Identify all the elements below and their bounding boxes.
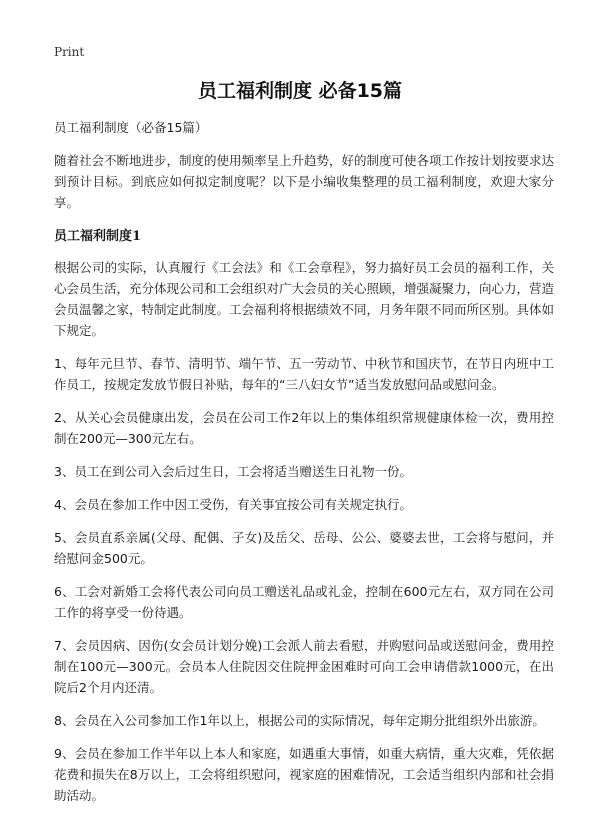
list-item: 8、会员在入公司参加工作1年以上，根据公司的实际情况，每年定期分批组织外出旅游。: [54, 713, 545, 728]
list-item: 6、工会对新婚工会将代表公司向员工赠送礼品或礼金，控制在600元左右，双方同在公司工作的将享受一份待遇。: [54, 584, 554, 620]
intro-paragraph: 随着社会不断地进步，制度的使用频率呈上升趋势，好的制度可使各项工作按计划按要求达到预计目标。到底应如何拟定制度呢？以下是小编收集整理的员工福利制度，欢迎大家分享。: [54, 153, 555, 210]
print-link[interactable]: Print: [54, 45, 85, 59]
list-item: 7、会员因病、因伤(女会员计划分娩)工会派人前去看慰，并购慰问品或送慰问金，费用控制在100元—300元。会员本人住院因交住院押金困难时可向工会申请借款1000元，在出院后2个月内还清。: [54, 638, 554, 695]
section-heading: 员工福利制度1: [54, 229, 142, 244]
list-item: 3、员工在到公司入会后过生日，工会将适当赠送生日礼物一份。: [54, 464, 412, 479]
list-item: 9、会员在参加工作半年以上本人和家庭，如遇重大事情，如重大病情，重大灾难，凭依据花费和损失在8万以上，工会将组织慰问，视家庭的困难情况，工会适当组织内部和社会捐助活动。: [54, 746, 554, 803]
document-body: [54, 118, 554, 818]
section-intro-paragraph: 根据公司的实际，认真履行《工会法》和《工会章程》，努力搞好员工会员的福利工作，关心会员生活，充分体现公司和工会组织对广大会员的关心照顾，增强凝聚力，向心力，营造会员温馨之家，特制定此制度。工会福利将根据绩效不同，月务年限不同而所区别。具体如下规定。: [54, 260, 555, 338]
list-item: 1、每年元旦节、春节、清明节、端午节、五一劳动节、中秋节和国庆节，在节日内班中工作员工，按规定发放节假日补贴，每年的“三八妇女节”适当发放慰问品或慰问金。: [54, 356, 554, 392]
list-item: 5、会员直系亲属(父母、配偶、子女)及岳父、岳母、公公、婆婆去世，工会将与慰问，并给慰问金500元。: [54, 530, 554, 566]
page-title: 员工福利制度 必备15篇: [197, 80, 403, 102]
document-subtitle: 员工福利制度（必备15篇）: [54, 120, 208, 135]
list-item: 4、会员在参加工作中因工受伤，有关事宜按公司有关规定执行。: [54, 497, 412, 512]
list-item: 2、从关心会员健康出发，会员在公司工作2年以上的集体组织常规健康体检一次，费用控制在200元—300元左右。: [54, 410, 554, 446]
